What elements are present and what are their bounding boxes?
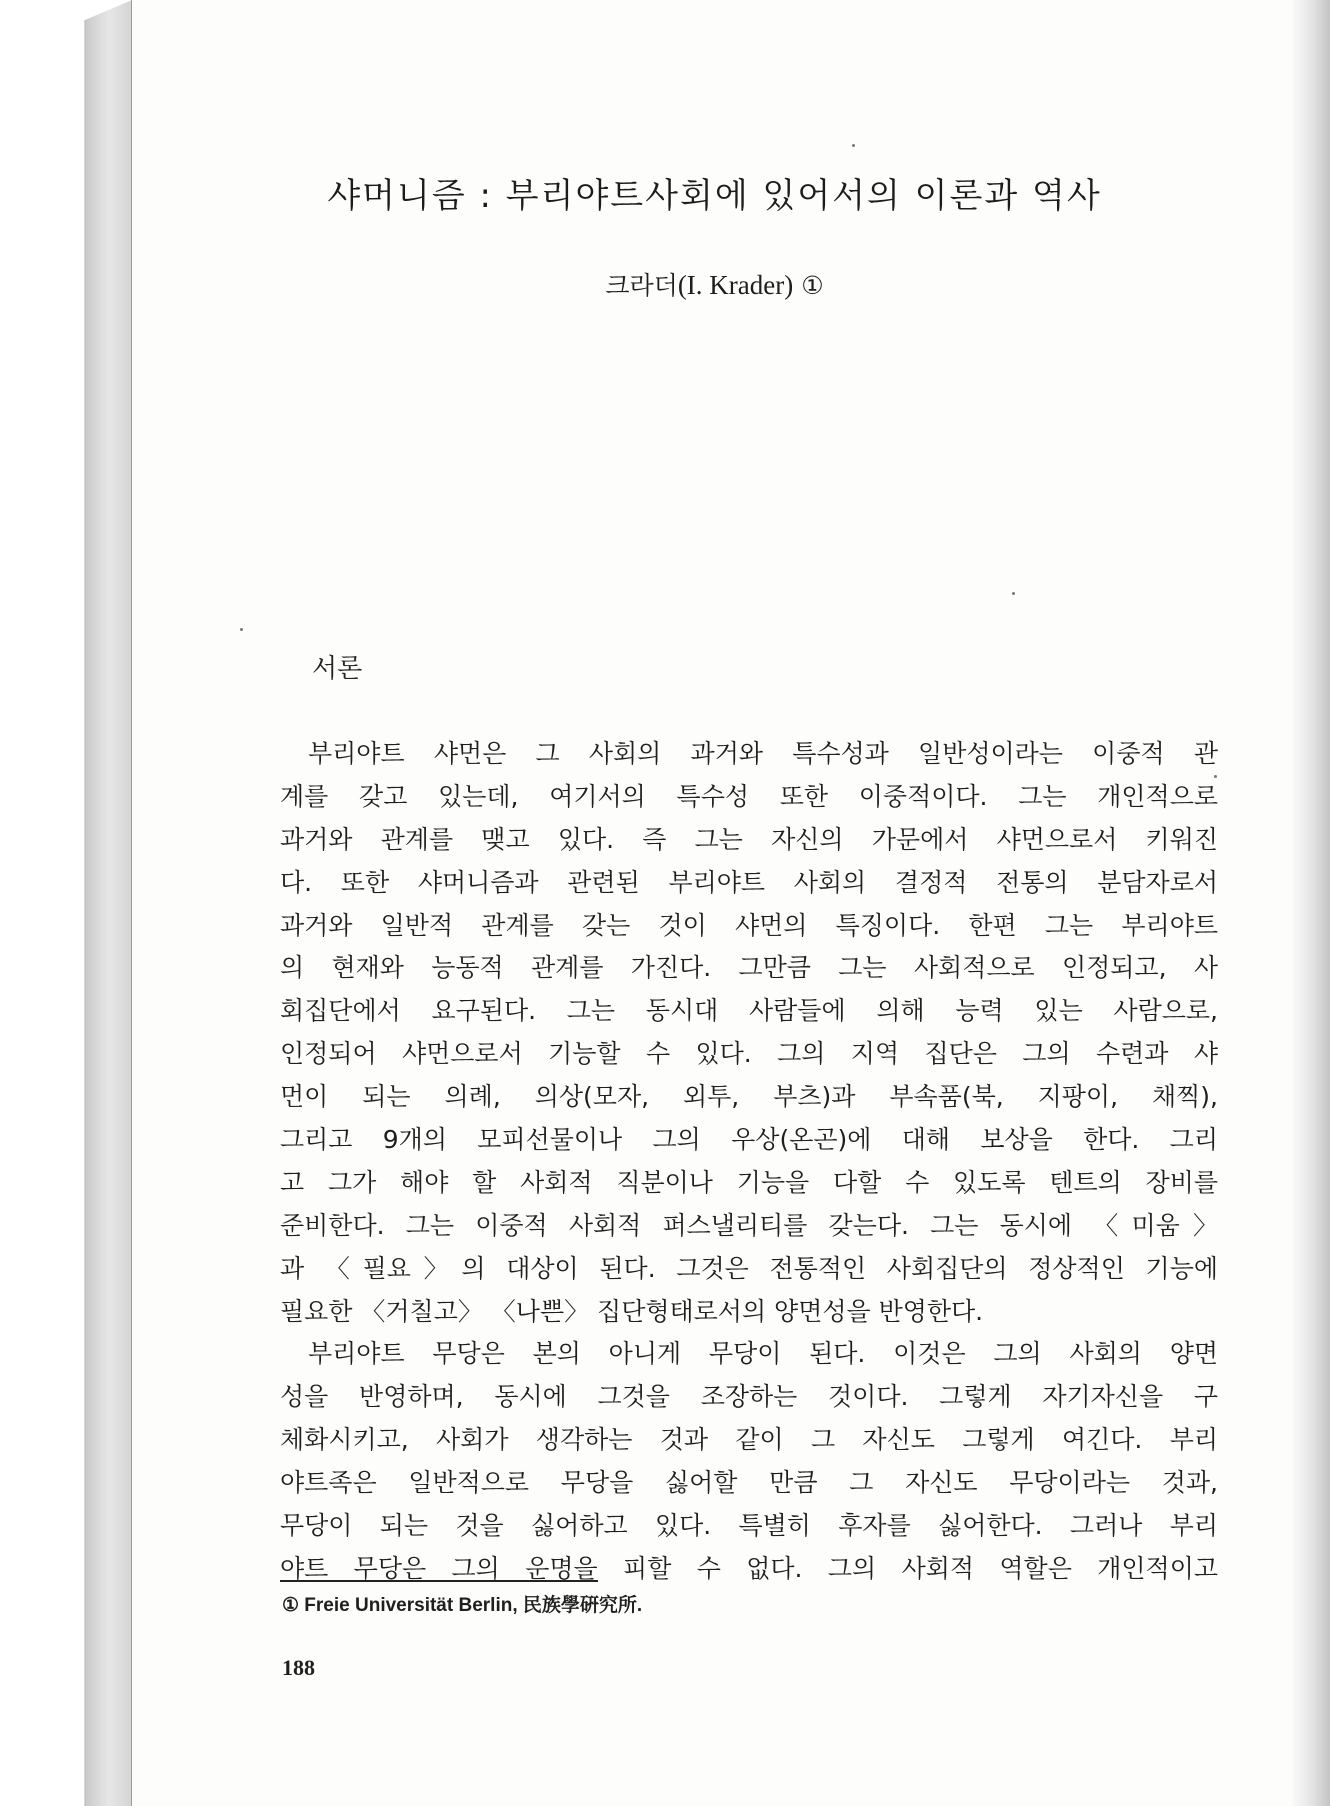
section-heading: 서론 <box>312 654 363 684</box>
body-line: 과거와 관계를 맺고 있다. 즉 그는 자신의 가문에서 샤먼으로서 키워진 <box>280 824 1218 854</box>
page-number: 188 <box>282 1655 315 1680</box>
body-text <box>280 733 1218 1591</box>
footnote: ① Freie Universität Berlin, 民族學硏究所. <box>282 1595 643 1616</box>
dust-speck <box>852 144 855 147</box>
body-line: 준비한다. 그는 이중적 사회적 퍼스낼리티를 갖는다. 그는 동시에 〈미움〉 <box>280 1210 1218 1240</box>
body-line: 고 그가 해야 할 사회적 직분이나 기능을 다할 수 있도록 텐트의 장비를 <box>280 1167 1218 1197</box>
body-line: 무당이 되는 것을 싫어하고 있다. 특별히 후자를 싫어한다. 그러나 부리 <box>280 1511 1218 1541</box>
dust-speck <box>240 628 243 631</box>
body-line: 인정되어 샤먼으로서 기능할 수 있다. 그의 지역 집단은 그의 수련과 샤 <box>280 1039 1218 1069</box>
body-line: 부리야트 샤먼은 그 사회의 과거와 특수성과 일반성이라는 이중적 관 <box>308 739 1218 768</box>
paper-page <box>132 0 1297 1806</box>
body-line: 성을 반영하며, 동시에 그것을 조장하는 것이다. 그렇게 자기자신을 구 <box>280 1382 1218 1412</box>
body-line: 의 현재와 능동적 관계를 가진다. 그만큼 그는 사회적으로 인정되고, 사 <box>280 953 1218 983</box>
author-name: 크라더 <box>605 271 678 300</box>
author-line <box>132 266 1297 302</box>
body-line: 먼이 되는 의례, 의상(모자, 외투, 부츠)과 부속품(북, 지팡이, 채찍), <box>280 1082 1218 1112</box>
body-line: 과거와 일반적 관계를 갖는 것이 샤먼의 특징이다. 한편 그는 부리야트 <box>280 910 1218 940</box>
footnote-divider <box>280 1580 598 1582</box>
body-line: 회집단에서 요구된다. 그는 동시대 사람들에 의해 능력 있는 사람으로, <box>280 996 1218 1026</box>
right-page-shadow <box>1290 0 1330 1806</box>
dust-speck <box>1012 592 1015 595</box>
paper-title: 샤머니즘 : 부리야트사회에 있어서의 이론과 역사 <box>327 176 1102 216</box>
body-line: 다. 또한 샤머니즘과 관련된 부리야트 사회의 결정적 전통의 분담자로서 <box>280 867 1218 897</box>
dust-speck <box>1214 775 1217 778</box>
author-footnote-mark: ① <box>801 271 824 300</box>
body-line: 야트 무당은 그의 운명을 피할 수 없다. 그의 사회적 역할은 개인적이고 <box>280 1553 1218 1583</box>
body-line: 체화시키고, 사회가 생각하는 것과 같이 그 자신도 그렇게 여긴다. 부리 <box>280 1425 1218 1455</box>
body-line: 그리고 9개의 모피선물이나 그의 우상(온곤)에 대해 보상을 한다. 그리 <box>280 1125 1218 1155</box>
body-line: 계를 갖고 있는데, 여기서의 특수성 또한 이중적이다. 그는 개인적으로 <box>280 781 1218 811</box>
body-line: 부리야트 무당은 본의 아니게 무당이 된다. 이것은 그의 사회의 양면 <box>308 1339 1218 1369</box>
body-line: 야트족은 일반적으로 무당을 싫어할 만큼 그 자신도 무당이라는 것과, <box>280 1468 1218 1498</box>
body-line: 필요한 〈거칠고〉 〈나쁜〉 집단형태로서의 양면성을 반영한다. <box>280 1296 984 1326</box>
author-latin-name: (I. Krader) <box>677 270 794 300</box>
body-line: 과 〈필요〉의 대상이 된다. 그것은 전통적인 사회집단의 정상적인 기능에 <box>280 1253 1218 1283</box>
